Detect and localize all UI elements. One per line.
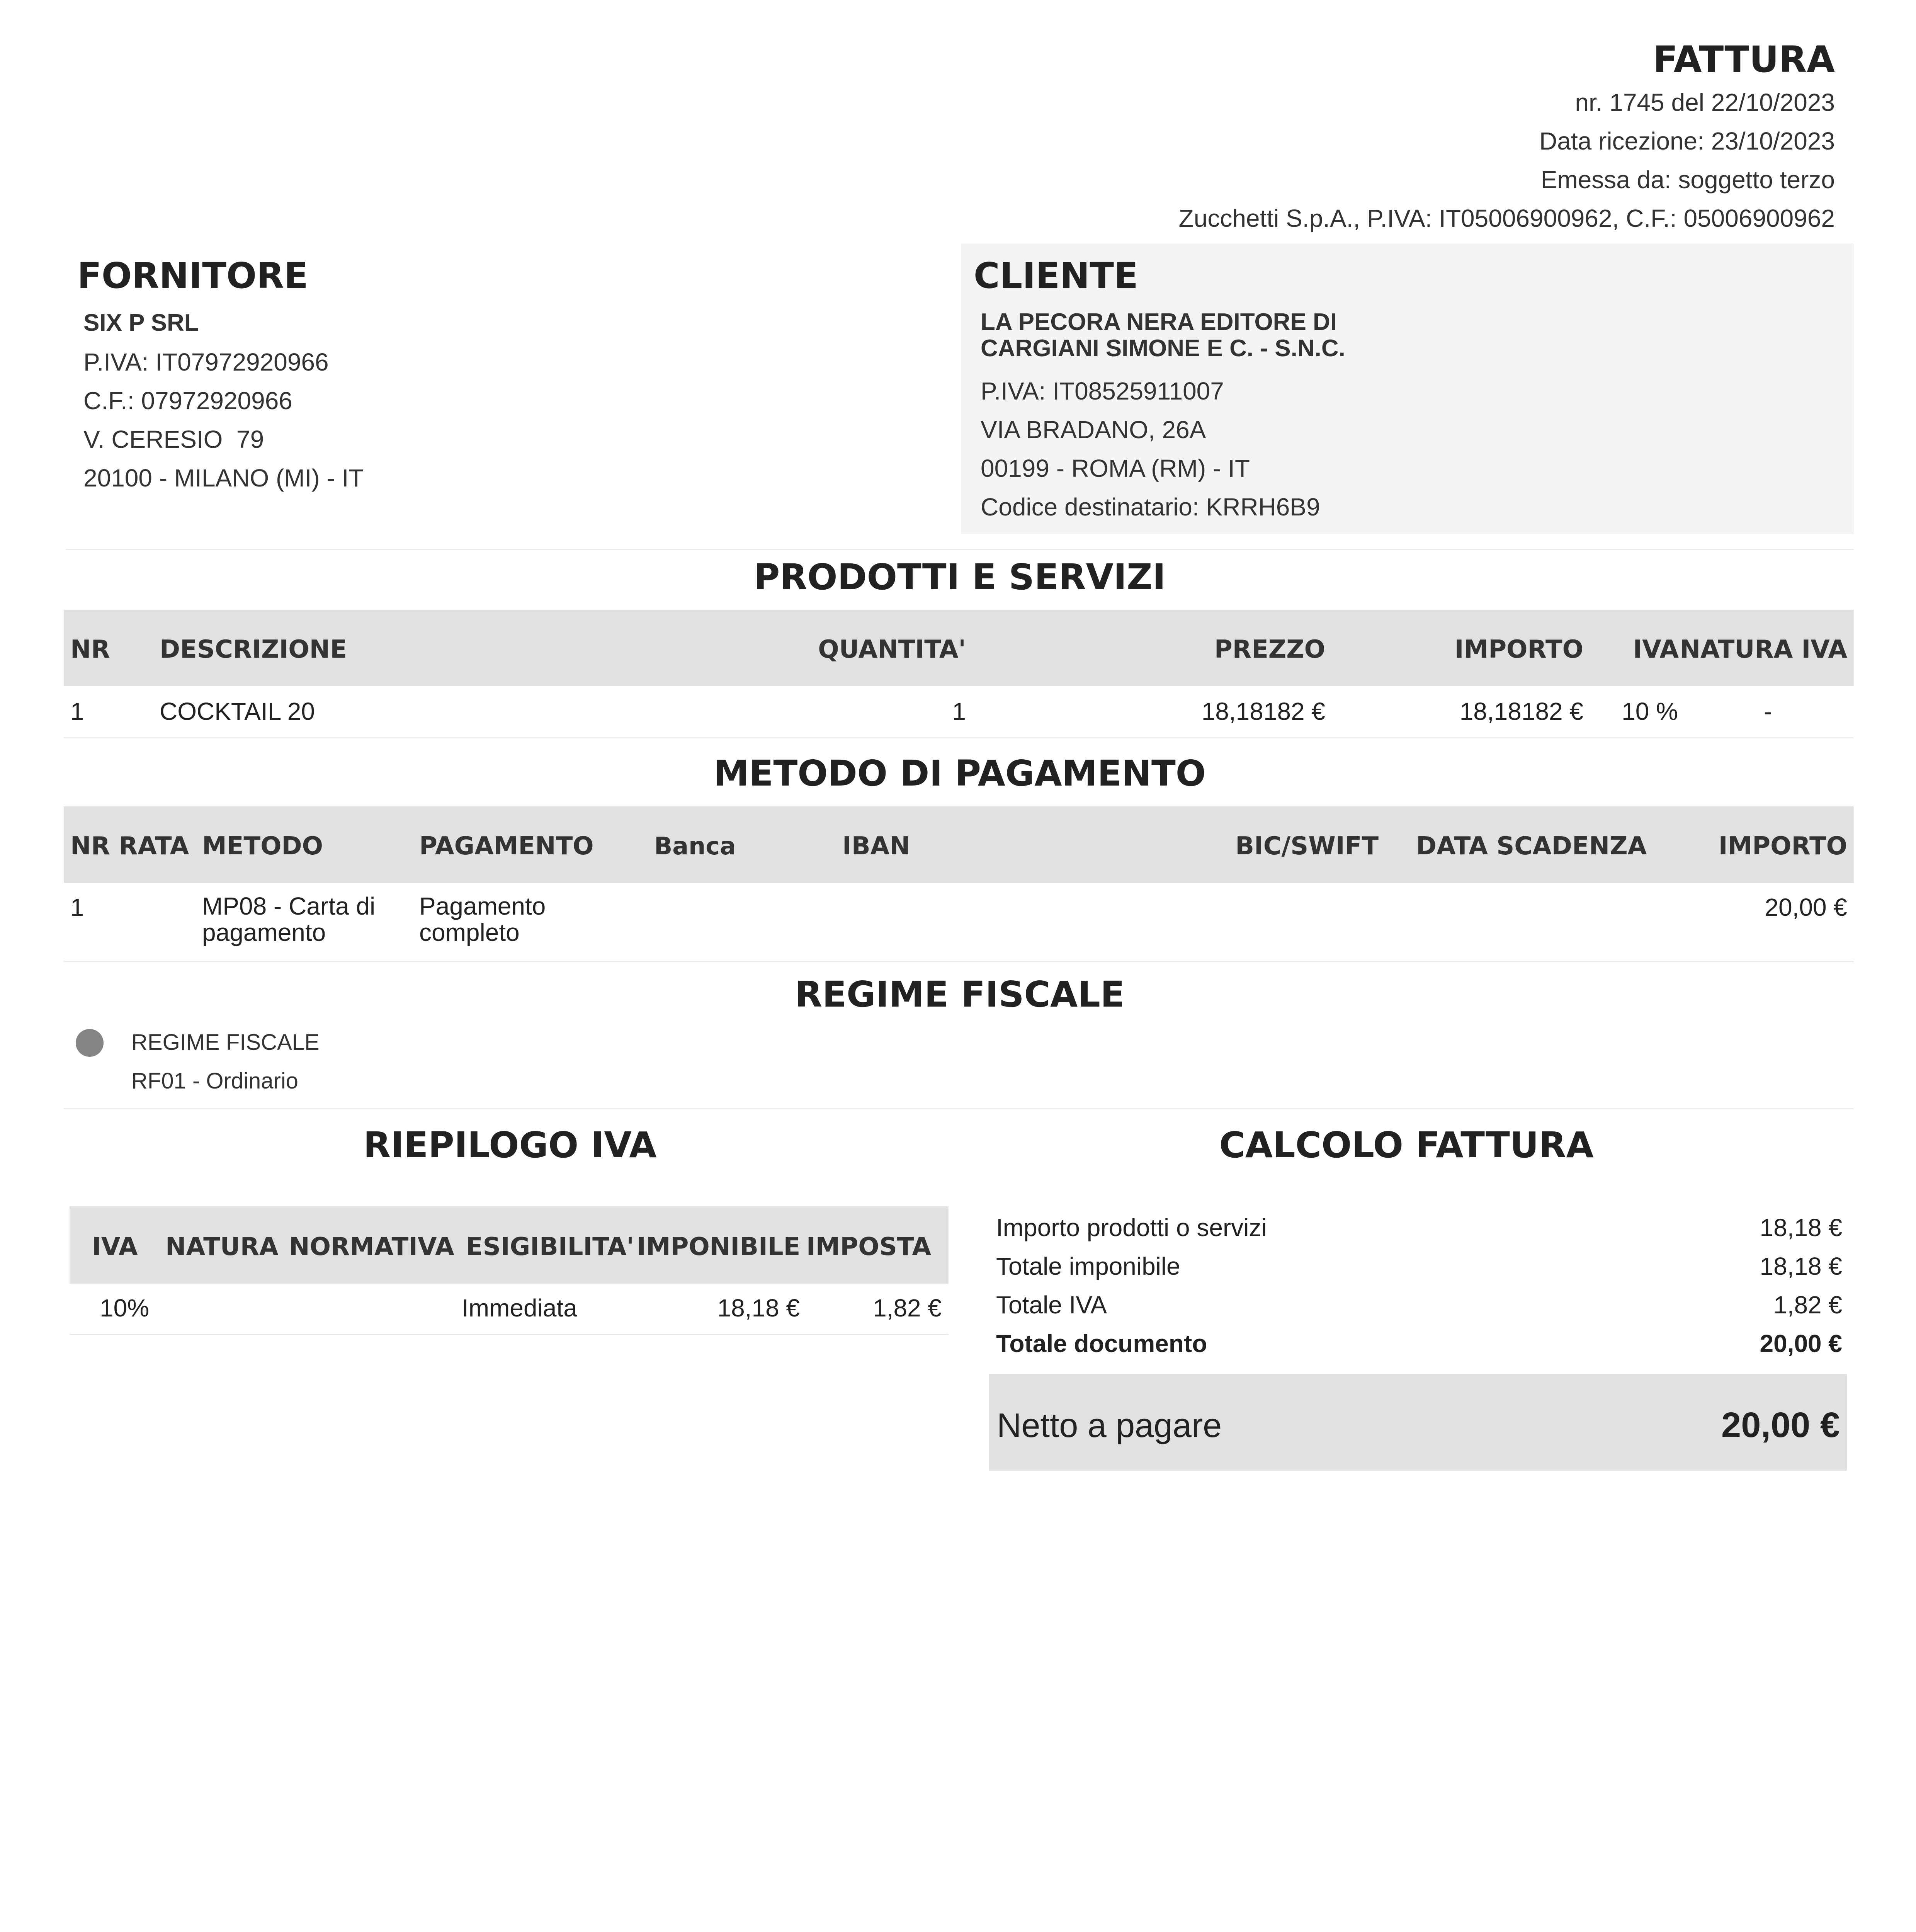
vat-row-esigibilita: Immediata <box>462 1294 577 1322</box>
col-importo: IMPORTO <box>1718 832 1847 861</box>
calc-value-total: 20,00 € <box>1760 1330 1842 1357</box>
calc-label-products: Importo prodotti o servizi <box>996 1214 1267 1242</box>
regime-label: REGIME FISCALE <box>131 1030 320 1055</box>
payment-status-line2: completo <box>419 918 520 946</box>
client-panel <box>961 243 1854 534</box>
row-iva: 10 % <box>1622 697 1678 725</box>
table-row <box>64 686 1854 738</box>
col-descrizione: DESCRIZIONE <box>160 635 347 664</box>
invoice-title: FATTURA <box>1653 39 1835 81</box>
client-recipient-code: Codice destinatario: KRRH6B9 <box>981 493 1320 521</box>
issuer-info: Zucchetti S.p.A., P.IVA: IT05006900962, C.F.: 05006900962 <box>1178 204 1835 232</box>
table-row <box>64 883 1854 960</box>
supplier-name: SIX P SRL <box>83 310 199 336</box>
client-city: 00199 - ROMA (RM) - IT <box>981 454 1250 482</box>
col-vat-normativa: NORMATIVA <box>289 1233 454 1261</box>
divider <box>64 737 1854 738</box>
supplier-piva: P.IVA: IT07972920966 <box>83 348 329 376</box>
col-quantita: QUANTITA' <box>818 635 966 664</box>
col-iban: IBAN <box>842 832 910 861</box>
col-metodo: METODO <box>202 832 323 861</box>
divider <box>66 549 1854 550</box>
vat-summary-heading: RIEPILOGO IVA <box>363 1124 657 1166</box>
invoice-number: nr. 1745 del 22/10/2023 <box>1575 88 1835 116</box>
client-name-line2: CARGIANI SIMONE E C. - S.N.C. <box>981 335 1345 362</box>
issued-by: Emessa da: soggetto terzo <box>1540 166 1835 194</box>
col-vat-natura: NATURA <box>165 1233 279 1261</box>
divider <box>70 1334 949 1335</box>
payment-method-line1: MP08 - Carta di <box>202 892 376 920</box>
payment-status-line1: Pagamento <box>419 892 546 920</box>
net-to-pay-box <box>989 1374 1847 1471</box>
payment-method <box>202 893 375 946</box>
client-name <box>981 309 1345 362</box>
supplier-city: 20100 - MILANO (MI) - IT <box>83 464 364 492</box>
payment-status <box>419 893 546 946</box>
regime-heading: REGIME FISCALE <box>795 974 1125 1015</box>
regime-value: RF01 - Ordinario <box>131 1068 298 1094</box>
client-address: VIA BRADANO, 26A <box>981 416 1206 444</box>
payment-heading: METODO DI PAGAMENTO <box>714 753 1206 794</box>
col-banca: Banca <box>654 832 736 860</box>
supplier-panel <box>66 243 935 514</box>
row-quantity: 1 <box>952 697 966 725</box>
client-piva: P.IVA: IT08525911007 <box>981 377 1224 405</box>
col-natura-iva: NATURA IVA <box>1680 635 1847 664</box>
row-description: COCKTAIL 20 <box>160 697 315 725</box>
row-natura-iva: - <box>1764 697 1772 725</box>
supplier-address: V. CERESIO 79 <box>83 425 264 453</box>
col-pagamento: PAGAMENTO <box>419 832 594 861</box>
col-data-scadenza: DATA SCADENZA <box>1416 832 1647 861</box>
calc-lines <box>996 1213 1842 1376</box>
col-vat-iva: IVA <box>92 1233 138 1261</box>
row-price: 18,18182 € <box>1201 697 1325 725</box>
payment-nr-rata: 1 <box>70 893 84 921</box>
client-heading: CLIENTE <box>974 255 1138 296</box>
payment-amount: 20,00 € <box>1765 893 1847 921</box>
table-row <box>70 1284 949 1334</box>
col-vat-imponibile: IMPONIBILE <box>637 1233 801 1261</box>
payment-table-header <box>64 806 1854 883</box>
calc-value-products: 18,18 € <box>1760 1214 1842 1242</box>
col-iva: IVA <box>1633 635 1679 664</box>
vat-row-imposta: 1,82 € <box>873 1294 942 1322</box>
products-table-header <box>64 610 1854 686</box>
products-heading: PRODOTTI E SERVIZI <box>753 556 1166 598</box>
calc-label-vat: Totale IVA <box>996 1291 1107 1319</box>
col-vat-imposta: IMPOSTA <box>806 1233 931 1261</box>
calc-heading: CALCOLO FATTURA <box>1219 1124 1594 1166</box>
supplier-heading: FORNITORE <box>77 255 308 296</box>
vat-table-header <box>70 1206 949 1284</box>
bullet-icon <box>76 1029 104 1057</box>
receipt-date: Data ricezione: 23/10/2023 <box>1539 127 1835 155</box>
divider <box>64 1108 1854 1109</box>
col-vat-esigibilita: ESIGIBILITA' <box>466 1233 634 1261</box>
calc-value-vat: 1,82 € <box>1773 1291 1842 1319</box>
row-nr: 1 <box>70 697 84 725</box>
payment-method-line2: pagamento <box>202 918 326 946</box>
calc-label-total: Totale documento <box>996 1330 1207 1357</box>
col-importo: IMPORTO <box>1454 635 1583 664</box>
supplier-cf: C.F.: 07972920966 <box>83 387 292 415</box>
calc-label-taxable: Totale imponibile <box>996 1252 1180 1280</box>
divider <box>64 961 1854 962</box>
col-prezzo: PREZZO <box>1214 635 1325 664</box>
row-amount: 18,18182 € <box>1459 697 1583 725</box>
net-to-pay-label: Netto a pagare <box>997 1406 1222 1444</box>
col-bic-swift: BIC/SWIFT <box>1235 832 1379 861</box>
vat-row-iva: 10% <box>100 1294 150 1322</box>
client-name-line1: LA PECORA NERA EDITORE DI <box>981 309 1337 335</box>
col-nr-rata: NR RATA <box>70 832 189 861</box>
net-to-pay-value: 20,00 € <box>1721 1405 1840 1445</box>
col-nr: NR <box>70 635 110 664</box>
calc-value-taxable: 18,18 € <box>1760 1252 1842 1280</box>
vat-row-imponibile: 18,18 € <box>717 1294 800 1322</box>
